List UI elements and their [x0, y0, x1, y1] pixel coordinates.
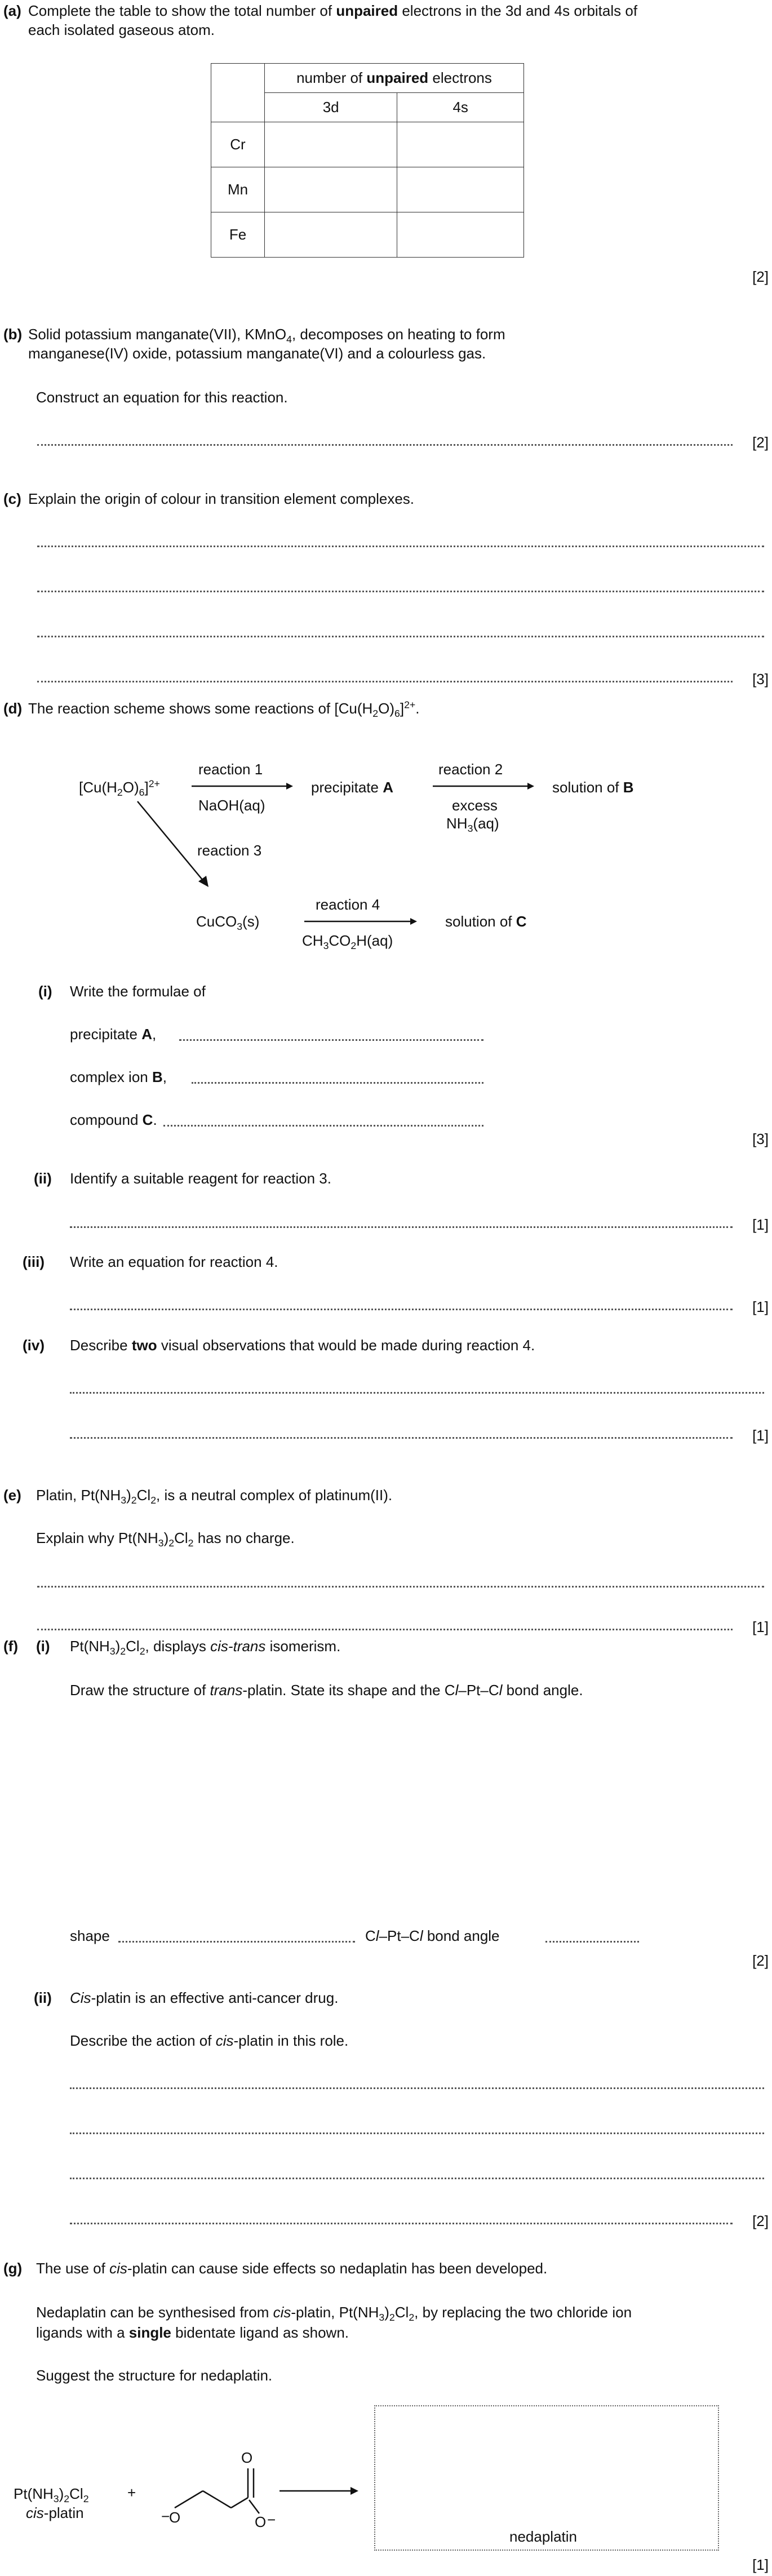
subscript: 2 — [409, 2312, 415, 2324]
answer-line[interactable] — [70, 1437, 733, 1439]
text-span: [Cu(H — [79, 779, 117, 796]
part-b-text-line1 — [28, 326, 505, 343]
text-span: Cl — [69, 2485, 83, 2502]
structure-drawing-area[interactable] — [70, 1713, 735, 1916]
part-e-marks: [1] — [752, 1619, 769, 1635]
text-span: Cl — [126, 1638, 140, 1655]
part-d-i-marks: [3] — [752, 1130, 769, 1147]
part-d-intro — [28, 699, 420, 720]
part-c-text: Explain the origin of colour in transition element complexes. — [28, 490, 415, 507]
text-span: complex ion — [70, 1068, 152, 1085]
text-span: CuCO — [196, 913, 237, 930]
text-span: NH — [446, 815, 468, 832]
bold-span: A — [141, 1026, 152, 1043]
column-header-4s: 4s — [397, 93, 524, 122]
text-span: O) — [122, 779, 139, 796]
arrow-reaction-4 — [304, 917, 417, 925]
answer-line[interactable] — [37, 546, 764, 547]
answer-line[interactable] — [70, 2223, 733, 2224]
scheme-start-complex — [79, 778, 160, 799]
subscript: 6 — [394, 708, 400, 720]
bold-span: unpaired — [366, 69, 429, 86]
part-d-iv-text — [70, 1337, 535, 1354]
part-d-iv-label: (iv) — [23, 1337, 45, 1354]
text-span: ] — [400, 700, 405, 717]
italic-span: cis — [26, 2504, 44, 2521]
text-span: Cl — [174, 1529, 188, 1546]
text-span: Solid potassium manganate(VII), KMnO — [28, 326, 287, 343]
table-header — [265, 64, 524, 93]
answer-line[interactable] — [70, 2087, 764, 2089]
text-span: number of — [296, 69, 367, 86]
part-f-i-marks: [2] — [752, 1952, 769, 1969]
text-span: CH — [302, 932, 323, 949]
text-span: -platin, Pt(NH — [291, 2304, 379, 2321]
text-span: (aq) — [473, 815, 499, 832]
italic-span: Cis — [70, 1989, 91, 2006]
part-a-text-line1 — [28, 2, 637, 20]
part-g-label: (g) — [3, 2260, 23, 2277]
bold-span: unpaired — [336, 2, 398, 19]
text-span: ) — [126, 1487, 131, 1504]
part-f-ii-label: (ii) — [34, 1989, 52, 2006]
text-span: CO — [329, 932, 351, 949]
answer-cell-fe-3d[interactable] — [265, 212, 397, 258]
part-d-iii-marks: [1] — [752, 1298, 769, 1315]
text-span: The reaction scheme shows some reactions of [Cu(H — [28, 700, 373, 717]
part-b-label: (b) — [3, 326, 23, 343]
reagent-2-excess: excess — [452, 797, 498, 814]
left-oxygen: O — [169, 2509, 181, 2526]
subscript: 3 — [121, 1495, 127, 1506]
answer-line[interactable] — [37, 636, 764, 637]
part-a-marks: [2] — [752, 268, 769, 285]
bold-span: B — [152, 1068, 163, 1085]
text-span: –Pt–C — [458, 1682, 499, 1699]
cisplatin-name — [26, 2504, 84, 2522]
answer-line[interactable] — [37, 591, 764, 592]
answer-line[interactable] — [70, 2178, 764, 2179]
part-d-iii-label: (iii) — [23, 1253, 45, 1270]
shape-prompt: shape — [70, 1927, 110, 1944]
text-span: -platin can cause side effects so nedaplatin has been developed. — [127, 2260, 548, 2277]
text-span: Draw the structure of — [70, 1682, 210, 1699]
carbonyl-oxygen: O — [241, 2449, 253, 2466]
answer-line[interactable] — [70, 1392, 764, 1394]
reaction-2-label: reaction 2 — [438, 761, 503, 778]
subscript: 2 — [64, 2493, 70, 2505]
reaction-3-label: reaction 3 — [197, 842, 262, 859]
solution-c — [445, 913, 527, 930]
part-d-ii-text: Identify a suitable reagent for reaction 3. — [70, 1170, 331, 1187]
table-corner-cell — [211, 64, 265, 122]
answer-line[interactable] — [70, 2132, 764, 2134]
solution-b — [552, 779, 634, 796]
part-g-text-line3 — [36, 2324, 349, 2342]
text-span: . — [415, 700, 420, 717]
text-span: ] — [144, 779, 149, 796]
cisplatin-formula — [14, 2485, 89, 2503]
answer-line[interactable] — [37, 444, 733, 446]
text-span: Platin, Pt(NH — [36, 1487, 121, 1504]
reagent-1: NaOH(aq) — [198, 797, 265, 814]
text-span: ) — [384, 2304, 389, 2321]
part-f-i-label: (i) — [36, 1638, 50, 1655]
right-oxygen-minus-sign: − — [267, 2511, 276, 2528]
subscript: 2 — [372, 708, 379, 720]
text-span: The use of — [36, 2260, 110, 2277]
left-oxygen-minus-sign: − — [161, 2508, 170, 2525]
italic-span: l — [499, 1682, 503, 1699]
reaction-1-label: reaction 1 — [198, 761, 263, 778]
subscript: 2 — [350, 940, 357, 952]
text-span: ) — [163, 1529, 169, 1546]
italic-span: trans — [210, 1682, 243, 1699]
text-span: (s) — [242, 913, 260, 930]
text-span: Cl — [136, 1487, 151, 1504]
part-c-label: (c) — [3, 490, 21, 507]
subscript: 2 — [117, 787, 123, 799]
text-span: bidentate ligand as shown. — [171, 2324, 349, 2341]
text-span: , by replacing the two chloride ion — [414, 2304, 632, 2321]
text-span: , displays — [145, 1638, 211, 1655]
subscript: 2 — [83, 2493, 89, 2505]
text-span: , decomposes on heating to form — [291, 326, 505, 343]
text-span: Nedaplatin can be synthesised from — [36, 2304, 273, 2321]
text-span: Cl — [394, 2304, 409, 2321]
part-g-text-line2 — [36, 2304, 632, 2324]
subscript: 3 — [53, 2493, 59, 2505]
text-span: , — [162, 1068, 167, 1085]
part-f-ii-marks: [2] — [752, 2213, 769, 2229]
plus-sign: + — [127, 2484, 136, 2501]
text-span: O) — [378, 700, 394, 717]
italic-span: cis-trans — [210, 1638, 266, 1655]
bond-angle-prompt — [365, 1927, 500, 1945]
answer-line[interactable] — [37, 1629, 733, 1630]
subscript: 3 — [158, 1537, 164, 1549]
row-label-cr: Cr — [211, 122, 265, 167]
subscript: 3 — [109, 1646, 116, 1657]
part-d-i-text: Write the formulae of — [70, 983, 206, 1000]
text-span: Pt(NH — [14, 2485, 54, 2502]
part-f-i-text-line2 — [70, 1682, 583, 1699]
text-span: -platin is an effective anti-cancer drug. — [91, 1989, 339, 2006]
part-g-marks: [1] — [752, 2556, 769, 2573]
text-span: Explain why Pt(NH — [36, 1529, 158, 1546]
unpaired-electrons-table — [211, 63, 524, 258]
part-f-label: (f) — [3, 1638, 18, 1655]
arrow-reaction-2 — [433, 782, 534, 790]
italic-span: l — [455, 1682, 459, 1699]
answer-line[interactable] — [70, 1309, 733, 1310]
answer-cell-fe-4s[interactable] — [397, 212, 524, 258]
answer-cell-cr-3d[interactable] — [265, 122, 397, 167]
row-label-fe: Fe — [211, 212, 265, 258]
superscript: 2+ — [404, 699, 416, 711]
text-span: precipitate — [70, 1026, 142, 1043]
subscript: 2 — [188, 1537, 194, 1549]
text-span: Pt(NH — [70, 1638, 110, 1655]
answer-line[interactable] — [37, 681, 733, 682]
subscript: 3 — [323, 940, 329, 952]
text-span: Describe the action of — [70, 2032, 216, 2049]
text-span: . — [153, 1111, 157, 1128]
part-e-text-line1 — [36, 1487, 392, 1504]
row-label-mn: Mn — [211, 167, 265, 212]
text-span: isomerism. — [265, 1638, 341, 1655]
text-span: , is a neutral complex of platinum(II). — [156, 1487, 393, 1504]
bold-span: C — [516, 913, 527, 930]
answer-line[interactable] — [70, 1226, 733, 1228]
text-span: Complete the table to show the total number of — [28, 2, 336, 19]
reagent-2-ammonia — [446, 815, 499, 835]
reaction-arrow — [279, 2486, 358, 2495]
text-span: solution of — [445, 913, 516, 930]
part-e-text-line2 — [36, 1529, 295, 1547]
text-span: compound — [70, 1111, 143, 1128]
text-span: C — [365, 1927, 376, 1944]
subscript: 2 — [389, 2312, 395, 2324]
text-span: ligands with a — [36, 2324, 129, 2341]
reagent-4 — [302, 932, 393, 950]
part-d-iv-marks: [1] — [752, 1427, 769, 1444]
complex-ion-b-prompt — [70, 1068, 167, 1086]
italic-span: cis — [215, 2032, 234, 2049]
text-span: ) — [59, 2485, 64, 2502]
precipitate-a — [311, 779, 393, 796]
italic-span: cis — [109, 2260, 127, 2277]
text-span: , — [152, 1026, 157, 1043]
reaction-4-label: reaction 4 — [316, 896, 380, 913]
copper-carbonate — [196, 913, 260, 933]
bold-span: two — [131, 1337, 157, 1354]
part-f-ii-text-line2 — [70, 2032, 348, 2050]
subscript: 6 — [139, 787, 145, 799]
subscript: 2 — [131, 1495, 137, 1506]
text-span: bond angle — [423, 1927, 500, 1944]
part-e-label: (e) — [3, 1487, 21, 1504]
text-span: -platin — [43, 2504, 84, 2521]
text-span: precipitate — [311, 779, 383, 796]
bold-span: B — [623, 779, 634, 796]
subscript: 3 — [379, 2312, 385, 2324]
text-span: has no charge. — [193, 1529, 295, 1546]
part-g-text-line1 — [36, 2260, 547, 2277]
answer-line[interactable] — [118, 1941, 355, 1943]
text-span: -platin. State its shape and the C — [242, 1682, 455, 1699]
part-a-label: (a) — [3, 2, 21, 19]
answer-line[interactable] — [545, 1941, 639, 1943]
nedaplatin-label: nedaplatin — [509, 2528, 577, 2545]
subscript: 4 — [286, 334, 292, 345]
part-c-marks: [3] — [752, 671, 769, 688]
part-g-text-line4: Suggest the structure for nedaplatin. — [36, 2367, 273, 2384]
text-span: H(aq) — [356, 932, 393, 949]
subscript: 2 — [120, 1646, 126, 1657]
subscript: 2 — [150, 1495, 157, 1506]
column-header-3d: 3d — [265, 93, 397, 122]
text-span: ) — [115, 1638, 121, 1655]
part-d-i-label: (i) — [38, 983, 52, 1000]
part-d-label: (d) — [3, 700, 23, 717]
subscript: 3 — [237, 921, 243, 933]
part-f-i-text-line1 — [70, 1638, 340, 1655]
answer-line[interactable] — [192, 1082, 483, 1084]
part-b-marks: [2] — [752, 434, 769, 451]
text-span: -platin in this role. — [233, 2032, 349, 2049]
bold-span: A — [383, 779, 393, 796]
part-f-ii-text-line1 — [70, 1989, 338, 2007]
bold-span: single — [128, 2324, 171, 2341]
part-d-iii-text: Write an equation for reaction 4. — [70, 1253, 278, 1270]
answer-line[interactable] — [179, 1039, 483, 1041]
precipitate-a-prompt — [70, 1026, 156, 1043]
answer-cell-cr-4s[interactable] — [397, 122, 524, 167]
text-span: solution of — [552, 779, 623, 796]
superscript: 2+ — [148, 778, 160, 790]
italic-span: cis — [273, 2304, 291, 2321]
compound-c-prompt — [70, 1111, 157, 1129]
subscript: 2 — [168, 1537, 175, 1549]
text-span: visual observations that would be made during reaction 4. — [157, 1337, 535, 1354]
text-span: electrons in the 3d and 4s orbitals of — [398, 2, 638, 19]
italic-span: l — [419, 1927, 423, 1944]
arrow-reaction-1 — [192, 782, 293, 790]
part-a-text-line2: each isolated gaseous atom. — [28, 21, 215, 38]
italic-span: l — [375, 1927, 379, 1944]
subscript: 3 — [467, 823, 473, 835]
answer-cell-mn-3d[interactable] — [265, 167, 397, 212]
answer-line[interactable] — [163, 1125, 483, 1127]
part-b-text-line3: Construct an equation for this reaction. — [36, 389, 288, 406]
answer-cell-mn-4s[interactable] — [397, 167, 524, 212]
part-d-ii-label: (ii) — [34, 1170, 52, 1187]
text-span: bond angle. — [502, 1682, 583, 1699]
subscript: 2 — [139, 1646, 145, 1657]
text-span: –Pt–C — [379, 1927, 420, 1944]
right-oxygen: O — [255, 2513, 267, 2530]
text-span: Describe — [70, 1337, 132, 1354]
part-d-ii-marks: [1] — [752, 1216, 769, 1233]
answer-line[interactable] — [37, 1586, 764, 1588]
bold-span: C — [142, 1111, 153, 1128]
part-b-text-line2: manganese(IV) oxide, potassium manganate(VI) and a colourless gas. — [28, 345, 486, 362]
text-span: electrons — [428, 69, 492, 86]
